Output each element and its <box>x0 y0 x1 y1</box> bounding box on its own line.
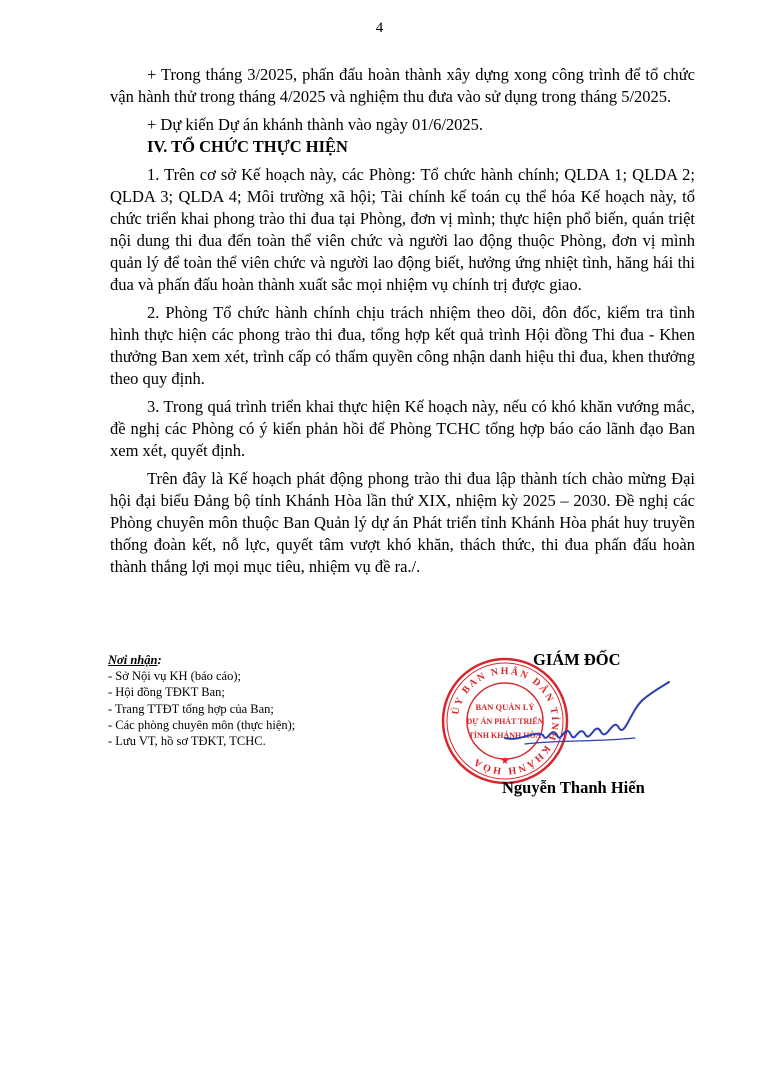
recipient-item: - Sở Nội vụ KH (báo cáo); <box>108 669 241 684</box>
signature-title: GIÁM ĐỐC <box>533 650 621 669</box>
svg-text:★: ★ <box>500 756 510 767</box>
recipient-item: - Trang TTĐT tổng hợp của Ban; <box>108 701 274 716</box>
section-heading: IV. TỔ CHỨC THỰC HIỆN <box>147 137 348 156</box>
item-3: 3. Trong quá trình triển khai thực hiện Kế hoạch này, nếu có khó khăn vướng mắc, đề nghị các Phòng có ý kiến phản hồi để Phòng TCHC tổng hợp báo cáo lãnh đạo Ban xem xét, quyết định. <box>110 397 695 460</box>
document-body <box>110 64 695 578</box>
signer-name: Nguyễn Thanh Hiến <box>502 778 645 797</box>
recipient-item: - Các phòng chuyên môn (thực hiện); <box>108 717 296 732</box>
recipients-block <box>108 652 398 749</box>
closing-paragraph: Trên đây là Kế hoạch phát động phong trào thi đua lập thành tích chào mừng Đại hội đại biểu Đảng bộ tỉnh Khánh Hòa lần thứ XIX, nhiệm kỳ 2025 – 2030. Đề nghị các Phòng chuyên môn thuộc Ban Quản lý dự án Phát triển tỉnh Khánh Hòa phát huy truyền thống đoàn kết, nỗ lực, quyết tâm vượt khó khăn, thách thức, thi đua phấn đấu hoàn thành thắng lợi mọi mục tiêu, nhiệm vụ đề ra./. <box>110 469 695 576</box>
svg-text:TỈNH KHÁNH HÒA: TỈNH KHÁNH HÒA <box>468 731 542 740</box>
paragraph-inauguration: + Dự kiến Dự án khánh thành vào ngày 01/6/2025. <box>147 115 484 134</box>
recipients-title: Nơi nhận: <box>108 653 162 667</box>
item-1: 1. Trên cơ sở Kế hoạch này, các Phòng: Tổ chức hành chính; QLDA 1; QLDA 2; QLDA 3; QLDA 4; Môi trường xã hội; Tài chính kế toán cụ thể hóa Kế hoạch này, tổ chức triển khai phong trào thi đua tại Phòng, đơn vị mình; thực hiện phổ biến, quán triệt nội dung thi đua đến toàn thể viên chức và người lao động thuộc Phòng, đơn vị mình quản lý để toàn thể viên chức và người lao động biết, hưởng ứng nhiệt tình, hăng hái thi đua và phấn đấu hoàn thành xuất sắc mọi nhiệm vụ chính trị được giao. <box>110 165 695 294</box>
svg-text:BAN QUẢN LÝ: BAN QUẢN LÝ <box>475 702 535 712</box>
svg-text:ỦY BAN NHÂN DÂN TỈNH KHÁNH HÒA: ỦY BAN NHÂN DÂN TỈNH KHÁNH HÒA <box>450 665 561 777</box>
handwritten-signature <box>495 680 675 760</box>
recipient-item: - Lưu VT, hồ sơ TĐKT, TCHC. <box>108 734 266 749</box>
paragraph-march-plan: + Trong tháng 3/2025, phấn đấu hoàn thành xây dựng xong công trình để tổ chức vận hành thử trong tháng 4/2025 và nghiệm thu đưa vào sử dụng trong tháng 5/2025. <box>110 65 695 106</box>
item-2: 2. Phòng Tổ chức hành chính chịu trách nhiệm theo dõi, đôn đốc, kiểm tra tình hình thực hiện các phong trào thi đua, tổng hợp kết quả trình Hội đồng Thi đua - Khen thưởng Ban xem xét, trình cấp có thẩm quyền công nhận danh hiệu thi đua, khen thưởng theo quy định. <box>110 303 695 388</box>
page-number: 4 <box>375 20 384 36</box>
recipient-item: - Hội đồng TĐKT Ban; <box>108 685 225 700</box>
svg-text:DỰ ÁN PHÁT TRIỂN: DỰ ÁN PHÁT TRIỂN <box>466 717 544 726</box>
